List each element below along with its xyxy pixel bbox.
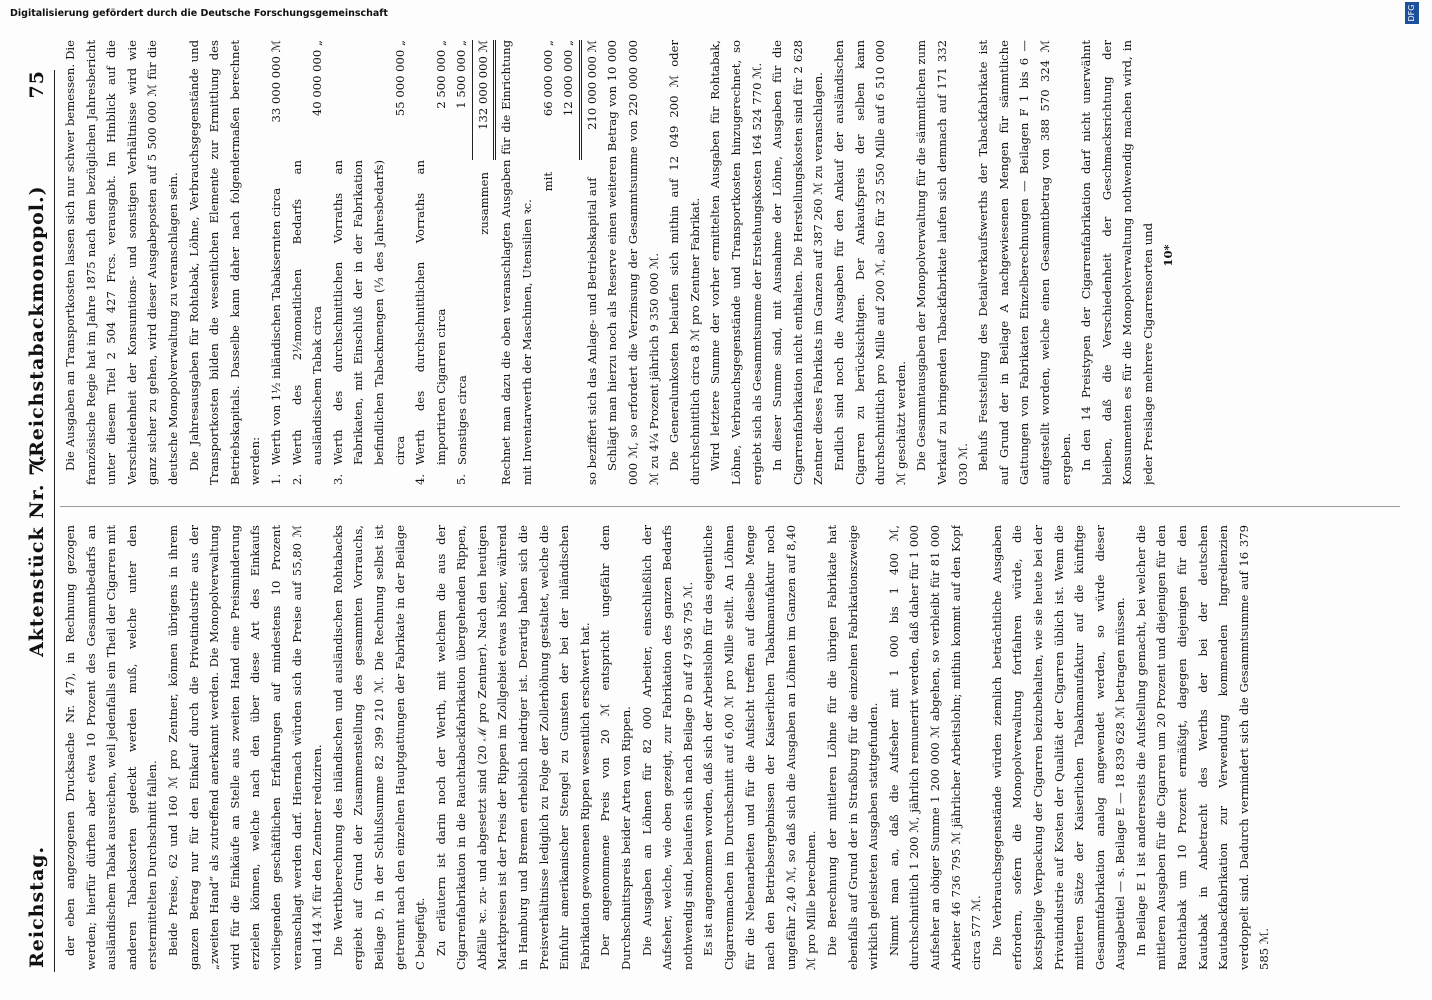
capital-addition-label	[558, 160, 580, 485]
capital-total-value: 132 000 000 ℳ	[472, 40, 495, 160]
capital-item-row	[328, 40, 410, 485]
capital-item-label: Werth von 1½ inländischen Tabaksernten circa	[268, 187, 283, 465]
capital-item-label: Werth des 2½monatlichen Bedarfs an ausländischem Tabak circa	[289, 160, 325, 465]
capital-additions-table	[538, 40, 582, 485]
grand-total-value: 210 000 000 ℳ	[584, 40, 599, 130]
left-column-paragraph: Es ist angenommen worden, daß sich der Arbeitslohn für das eigentliche Cigarrenmachen im Durchschnitt auf 6,00 ℳ pro Mille stellt. An Löhnen für die Nebenarbeiten und für die Aufsicht treffen auf dieselbe Menge nach den Betriebsergebnissen der Kaiserlichen Tabakmanufaktur noch ungefähr 2,40 ℳ, so daß sich die Ausgaben an Löhnen im Ganzen auf 8,40 ℳ pro Mille berechnen.	[701, 525, 819, 970]
capital-item-value: 2 500 000 „	[433, 40, 448, 109]
left-column	[60, 525, 1405, 970]
capital-item-label: Werth des durchschnittlichen Vorraths an importirten Cigarren circa	[413, 160, 448, 465]
capital-item-row	[451, 40, 472, 485]
margin-note	[0, 0, 1432, 26]
left-column-paragraph: Nimmt man an, daß die Aufseher mit 1 000 bis 1 400 ℳ, durchschnittlich 1 200 ℳ, jährlich remunerirt werden, daß daher für 1 000 Aufseher an obiger Summe 1 200 000 ℳ abgehen, so verbleibt für 81 000 Arbeiter 46 736 795 ℳ jährlicher Arbeitslohn; mithin kommt auf den Kopf circa 577 ℳ.	[886, 525, 984, 970]
capital-item-number: 3.	[330, 473, 345, 485]
capital-item-number: 2.	[289, 473, 304, 485]
right-column-paragraph: In dieser Summe sind, mit Ausnahme der Löhne, Ausgaben für die Cigarrenfabrikation nicht enthalten. Die Herstellungskosten sind für 2 628 Zentner dieses Fabrikats im Ganzen auf 387 260 ℳ zu veranschlagen.	[770, 40, 826, 485]
capital-item-value: 40 000 000 „	[310, 40, 325, 117]
capital-item-value: 55 000 000 „	[392, 40, 407, 117]
capital-addition-value: 12 000 000 „	[558, 40, 580, 160]
header-center: Aktenstück Nr. 7.	[26, 454, 48, 657]
grand-total-row	[582, 40, 603, 485]
capital-item-row	[266, 40, 287, 485]
capital-item-number: 5.	[454, 473, 469, 485]
column-divider	[60, 506, 1400, 507]
capital-total-row	[472, 40, 495, 485]
capital-item-number: 4.	[413, 473, 428, 485]
right-column-mid: Rechnet man dazu die oben veranschlagten Ausgaben für die Einrichtung mit Inventarwerth der Maschinen, Utensilien ꝛc.	[499, 40, 535, 485]
left-column-paragraph: Die Verbrauchsgegenstände würden ziemlich beträchtliche Ausgaben erfordern, sofern die Monopolverwaltung fortfahren würde, die kostspielige Verpackung der Cigarren beizubehalten, wie sie heute bei der Privatindustrie auf Kosten der Qualität der Cigarren üblich ist. Wenn die mittleren Sätze der Kaiserlichen Tabakmanufaktur auf die künftige Gesammtfabrikation analog angewendet werden, so würde dieser Ausgabetitel — s. Beilage E — 18 839 628 ℳ betragen müssen.	[989, 525, 1128, 970]
capital-addition-row	[558, 40, 580, 485]
capital-addition-label: mit	[540, 172, 555, 192]
left-column-paragraph: Die Ausgaben an Löhnen für 82 000 Arbeiter, einschließlich der Aufseher, welche, wie oben gezeigt, zur Fabrikation des ganzen Bedarfs nothwendig sind, belaufen sich nach Beilage D auf 47 936 795 ℳ.	[639, 525, 695, 970]
capital-total-label: zusammen	[477, 172, 492, 235]
grand-total-label: so beziffert sich das Anlage- und Betriebskapital auf	[584, 177, 599, 485]
left-column-paragraph: der eben angezogenen Drucksache Nr. 47), in Rechnung gezogen werden; hierfür dürften aber etwa 10 Prozent des Gesammtbedarfs an ausländischem Tabak ausreichen, weil jedenfalls ein Theil der Cigarren mit anderen Tabacksorten gedeckt werden muß, welche unter den erstermittelten Durchschnitt fallen.	[63, 525, 160, 970]
capital-item-label: Sonstiges circa	[454, 375, 469, 465]
grand-total-table	[582, 40, 603, 485]
right-column-paragraph: Behufs Feststellung des Detailverkaufswerths der Tabackfabrikate ist auf Grund der in Beilage A nachgewiesenen Mengen für sämmtliche Gattungen von Fabrikaten Einzelberechnungen — Beilagen F 1 bis 6 — aufgestellt worden, welche einen Gesammtbetrag von 388 570 324 ℳ ergeben.	[976, 40, 1073, 485]
capital-addition-row	[538, 40, 559, 485]
capital-item-number: 1.	[268, 473, 283, 485]
right-column-paragraph: Die Ausgaben an Transportkosten lassen sich nur schwer bemessen. Die französische Regie hat im Jahre 1875 nach dem bezüglichen Jahresbericht unter diesem Titel 2 504 427 Frcs. verausgabt. Im Hinblick auf die Verschiedenheit der Konsumtions- und sonstigen Verhältnisse wird wie ganz sicher zu gehen, wird dieser Ausgabeposten auf 5 500 000 ℳ für die deutsche Monopolverwaltung zu veranschlagen sein.	[63, 40, 180, 485]
capital-item-value: 1 500 000 „	[454, 40, 469, 109]
dfg-logo: DFG	[1405, 2, 1419, 24]
right-column-paragraph: Die Gesammtausgaben der Monopolverwaltung für die sämmtlichen zum Verkauf zu bringenden Tabackfabrikate laufen sich demnach auf 171 332 030 ℳ.	[914, 40, 970, 485]
right-column-paragraph: Wird letztere Summe der vorher ermittelten Ausgaben für Rohtabak, Löhne, Verbrauchsgegenstände und Transportkosten hinzugerechnet, so ergiebt sich als Gesammtsumme der Erstehungskosten 164 524 770 ℳ.	[708, 40, 764, 485]
right-column-paragraph: In den 14 Preistypen der Cigarrenfabrikation darf nicht unerwähnt bleiben, daß die Verschiedenheit der Geschmacksrichtung der Konsumenten es für die Monopolverwaltung nothwendig machen wird, in jeder Preislage mehrere Cigarrensorten und	[1079, 40, 1155, 485]
capital-item-label: Werth des durchschnittlichen Vorraths an Fabrikaten, mit Einschluß der in der Fabrikation befindlichen Tabackmengen (⅓ des Jahresbedarfs) circa	[330, 160, 407, 465]
right-column	[60, 40, 1405, 485]
page-header	[14, 70, 55, 972]
capital-item-row	[410, 40, 451, 485]
left-column-paragraph: Der angenommene Preis von 20 ℳ entspricht ungefähr dem Durchschnittspreis beider Arten von Rippen.	[598, 525, 634, 970]
capital-table	[266, 40, 497, 485]
left-column-paragraph: Die Werthberechnung des inländischen und ausländischen Rohtabacks ergiebt auf Grund der Zusammenstellung des gesammten Vorrauchs, Beilage D, in der Schlußsumme 82 399 210 ℳ. Die Rechnung selbst ist getrennt nach den einzelnen Hauptgattungen der Fabrikate in der Beilage C beigefügt.	[330, 525, 428, 970]
right-column-paragraph: Die Generalunkosten belaufen sich mithin auf 12 049 200 ℳ oder durchschnittlich circa 8 ℳ pro Zentner Fabrikat.	[667, 40, 702, 485]
left-column-paragraph: Beide Preise, 62 und 160 ℳ pro Zentner, können übrigens in ihrem ganzen Betrag nur für den Einkauf durch die Privatindustrie aus der „zweiten Hand“ als zutreffend anerkannt werden. Die Monopolverwaltung wird für die Einkäufe an Stelle aus zweiten Hand eine Preisminderung erzielen können, welche nach den über diese Art des Einkaufs vorliegenden geschäftlichen Erfahrungen auf mindestens 10 Prozent veranschlagt werden darf. Hiernach würden sich die Preise auf 55,80 ℳ und 144 ℳ für den Zentner reduziren.	[165, 525, 325, 970]
capital-addition-value: 66 000 000 „	[540, 40, 555, 117]
margin-note-text: Digitalisierung gefördert durch die Deutsche Forschungsgemeinschaft	[10, 8, 388, 19]
capital-item-value: 33 000 000 ℳ	[268, 40, 283, 123]
right-column-paragraph: Die Jahresausgaben für Rohtabak, Löhne, Verbrauchsgegenstände und Transportkosten bilden die wesentlichen Elemente zur Ermittlung des Betriebskapitals. Dasselbe kann daher nach folgendermaßen berechnet werden:	[186, 40, 263, 485]
left-column-paragraph: In Beilage E 1 ist andererseits die Aufstellung gemacht, bei welcher die mittleren Ausgaben für die Cigarren um 20 Prozent und diejenigen für den Rauchtabak um 10 Prozent ermäßigt, dagegen diejenigen für den Kautabak in Anbetracht des Werths der bei der deutschen Kautabackfabrikation zur Verwendung kommenden Ingredienzien verdoppelt sind. Dadurch vermindert sich die Gesammtsumme auf 16 379 585 ℳ.	[1133, 525, 1272, 970]
left-column-paragraph: Zu erläutern ist darin noch der Werth, mit welchem die aus der Cigarrenfabrikation in die Rauchtabackfabrikation übergehenden Rippen, Abfälle ꝛc. zu- und abgesetzt sind (20 ℳ pro Zentner). Nach den heutigen Marktpreisen ist der Preis der Rippen im Zollgebiet etwas höher, während in Hamburg und Bremen erheblich niedriger ist. Derartig haben sich die Preisverhältnisse lediglich zu Folge der Zollerhöhung gestaltet, welche die Einfuhr amerikanischer Stengel zu Gunsten der bei der inländischen Fabrikation gewonnenen Rippen wesentlich erschwert hat.	[433, 525, 592, 970]
right-column-rest	[602, 40, 1158, 485]
signature-mark: 10*	[1161, 244, 1176, 267]
header-left: Reichstag.	[26, 845, 48, 968]
page-number: 75	[26, 70, 48, 99]
right-column-paragraph: Schlägt man hierzu noch als Reserve einen weiteren Betrag von 10 000 000 ℳ, so erfordert die Verzinsung der Gesammtsumme von 220 000 000 ℳ zu 4¼ Prozent jährlich 9 350 000 ℳ.	[605, 40, 661, 485]
right-column-paragraph: Endlich sind noch die Ausgaben für den Ankauf der ausländischen Cigarren zu berücksichtigen. Der Ankaufspreis der selben kann durchschnittlich pro Mille auf 200 ℳ, also für 32 550 Mille auf 6 510 000 ℳ geschätzt werden.	[831, 40, 908, 485]
right-column-intro	[60, 40, 266, 485]
left-column-paragraph: Die Berechnung der mittleren Löhne für die übrigen Fabrikate hat ebenfalls auf Grund der in Straßburg für die einzelnen Fabrikationszweige wirklich geleisteten Ausgaben stattgefunden.	[824, 525, 881, 970]
capital-item-row	[287, 40, 328, 485]
header-right: (Reichstabackmonopol.)	[26, 185, 48, 467]
